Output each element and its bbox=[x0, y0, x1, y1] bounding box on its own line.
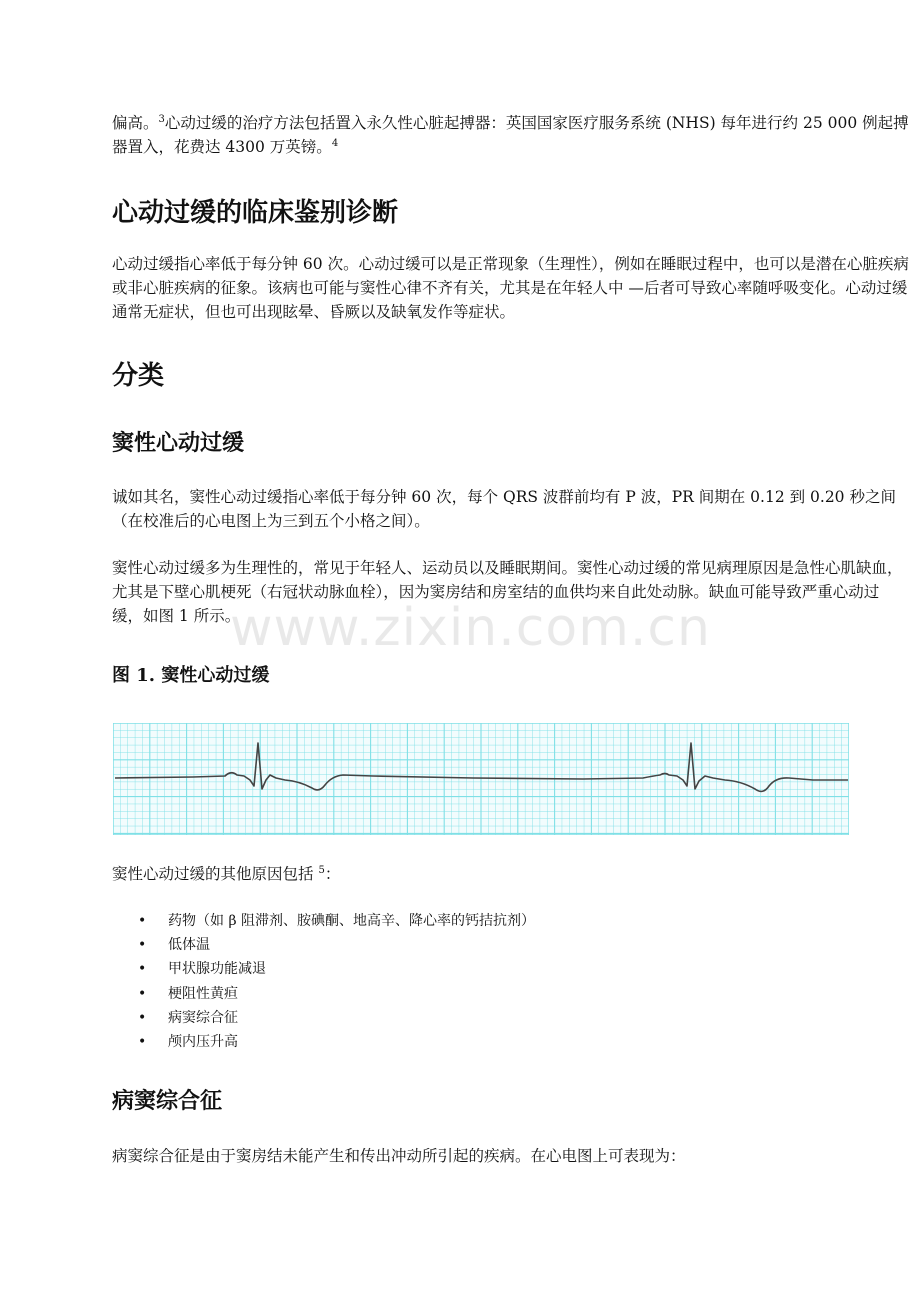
sick-sinus-paragraph: 病窦综合征是由于窦房结未能产生和传出冲动所引起的疾病。在心电图上可表现为： bbox=[112, 1147, 686, 1165]
figure-title bbox=[112, 661, 269, 687]
list-item: • 颅内压升高 bbox=[138, 1030, 535, 1054]
section-heading-differential: 心动过缓的临床鉴别诊断 bbox=[112, 198, 399, 228]
figure-label: 图 bbox=[112, 665, 130, 686]
causes-list bbox=[138, 909, 535, 1054]
subheading-sinus-bradycardia: 窦性心动过缓 bbox=[112, 431, 245, 456]
intro-text-b: 心动过缓的治疗方法包括置入永久性心脏起搏器：英国国家医疗服务系统 (NHS) 每年进行约 25 000 例起搏器置入，花费达 4300 万英镑。 bbox=[112, 114, 909, 156]
causes-intro bbox=[112, 862, 910, 886]
reference-4[interactable]: 4 bbox=[331, 138, 339, 149]
reference-3[interactable]: 3 bbox=[158, 114, 165, 125]
causes-colon: ： bbox=[324, 865, 341, 883]
sinus-paragraph-2: 窦性心动过缓多为生理性的，常见于年轻人、运动员以及睡眠期间。窦性心动过缓的常见病理原因是急性心肌缺血，尤其是下壁心肌梗死（右冠状动脉血栓），因为窦房结和房室结的血供均来自此处动脉。缺血可能导致严重心动过缓，如图 1 所示。 bbox=[112, 559, 903, 625]
section-heading-classification: 分类 bbox=[112, 361, 165, 391]
intro-text-a: 偏高。 bbox=[112, 114, 159, 132]
ecg-figure bbox=[113, 723, 849, 835]
list-item: • 低体温 bbox=[138, 933, 535, 957]
subheading-sick-sinus: 病窦综合征 bbox=[112, 1089, 223, 1114]
ecg-grid bbox=[113, 723, 849, 835]
differential-paragraph: 心动过缓指心率低于每分钟 60 次。心动过缓可以是正常现象（生理性），例如在睡眠过程中，也可以是潜在心脏疾病或非心脏疾病的征象。该病也可能与窦性心律不齐有关，尤其是在年轻人中 —后者可导致心率随呼吸变化。心动过缓通常无症状，但也可出现眩晕、昏厥以及缺氧发作等症状。 bbox=[112, 255, 909, 321]
list-item: • 药物（如 β 阻滞剂、胺碘酮、地高辛、降心率的钙拮抗剂） bbox=[138, 909, 535, 933]
list-item: • 病窦综合征 bbox=[138, 1006, 535, 1030]
figure-caption: 窦性心动过缓 bbox=[161, 665, 270, 686]
figure-number: 1. bbox=[136, 665, 156, 686]
sinus-paragraph-1: 诚如其名，窦性心动过缓指心率低于每分钟 60 次，每个 QRS 波群前均有 P 波，PR 间期在 0.12 到 0.20 秒之间（在校准后的心电图上为三到五个小格之间）。 bbox=[112, 488, 896, 530]
list-item: • 梗阻性黄疸 bbox=[138, 982, 535, 1006]
watermark: www.zixin.com.cn bbox=[230, 598, 711, 658]
reference-5[interactable]: 5 bbox=[318, 865, 325, 876]
intro-paragraph bbox=[112, 111, 910, 159]
causes-intro-text: 窦性心动过缓的其他原因包括 bbox=[112, 865, 314, 883]
list-item: • 甲状腺功能减退 bbox=[138, 957, 535, 981]
